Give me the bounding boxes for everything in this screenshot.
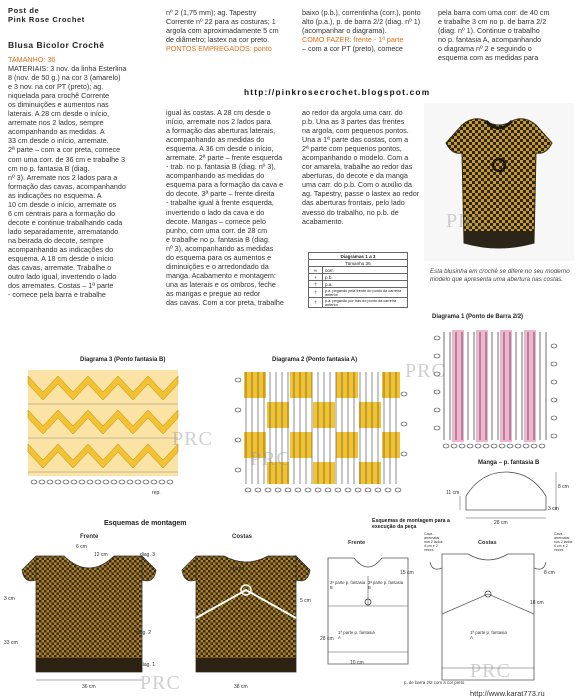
text-line: os diminuições e aumentos nas — [8, 100, 109, 110]
text-line: ao redor da argola uma carr. do — [302, 108, 403, 117]
measure-18cm: 18 cm — [530, 600, 544, 606]
text-line: Corrente nº 22 para as costuras; 1 — [166, 17, 276, 27]
text-line: invertendo o lado da cava e do — [166, 207, 265, 217]
measure-12cm: 12 cm — [94, 552, 108, 558]
sleeve-schematic — [456, 468, 566, 528]
product-photo — [424, 103, 574, 261]
size-line: TAMANHO: 36 — [8, 55, 56, 64]
measure-5cm: 5 cm — [300, 598, 311, 604]
diagram-2-title: Diagrama 2 (Ponto fantasia A) — [272, 357, 358, 363]
text-line: formação das cavas, acompanhando — [8, 181, 126, 191]
text-line: laterais. A 28 cm desde o início, — [8, 109, 110, 119]
text-line: 33 cm desde o início, arremate. — [8, 136, 109, 146]
legend-text: p.a. — [323, 281, 408, 288]
measure-38cm: 38 cm — [234, 684, 248, 690]
page-title: Blusa Bicolor Crochê — [8, 40, 105, 50]
text-line: - trabalhe igual à frente esquerda, — [166, 198, 274, 208]
watermark: PRC — [172, 428, 213, 450]
part1-back-label: 1ª parte p. fantasia A — [470, 630, 507, 640]
measure-10cm: 10 cm — [350, 660, 364, 666]
text-line: avesso do trabalho, no p.b. de — [302, 207, 399, 217]
part1-label: 1ª parte p. fantasia A — [338, 630, 375, 640]
text-line: no p. fantasia A, acompanhando — [438, 35, 542, 45]
text-line: aberturas, do decote e da manga — [302, 171, 408, 181]
text-line: das cavas, arremate. Trabalhe o — [8, 263, 112, 273]
watermark: PRC — [405, 360, 446, 382]
text-column-2-top — [166, 8, 294, 78]
costas2-label: Costas — [478, 540, 497, 546]
repeat-label: rep. — [152, 490, 161, 496]
diagram-1 — [432, 322, 572, 454]
text-line: una as laterais e os ombros, feche — [166, 279, 276, 289]
text-line: punho, com uma corr. de 28 cm — [166, 225, 268, 235]
diag-2-ref: diag. 2 — [136, 630, 152, 636]
text-line: do decote. 3ª parte – frente direita — [166, 189, 275, 199]
measure-8cm: 8 cm — [544, 570, 555, 576]
how-to-heading: COMO FAZER: frente - 1ª parte — [302, 35, 404, 45]
legend-symbol: † — [309, 281, 323, 288]
text-column-2-bottom — [166, 108, 296, 323]
text-line: com uma corr. de 36 cm e trabalhe 3 — [8, 154, 126, 164]
measure-28cm: 28 cm — [320, 636, 334, 642]
text-line: esquema. A 36 cm desde o início, — [166, 144, 274, 154]
text-line: acompanhando as medidas do — [166, 135, 265, 145]
legend-title: Diagramas 1 a 3 — [309, 253, 408, 260]
text-line: e trabalhe 3 cm no p. de barra 2/2 — [438, 17, 547, 27]
text-line: nº 3), acompanhando as medidas — [166, 243, 274, 253]
text-line: decote. Mangas – comece pelo — [166, 216, 266, 226]
text-line: - trab. no p. fantasia B (diag. nº 3), — [166, 162, 276, 172]
sleeve-height-3: 3 cm — [548, 506, 559, 512]
stitches-heading: PONTOS EMPREGADOS: ponto — [166, 44, 272, 54]
text-column-1 — [8, 55, 156, 345]
text-line: das aberturas frontais, pelo lado — [302, 198, 405, 208]
armhole-note: Cava - arrematar nos 2 lados 4 cm e 2 vezes — [424, 532, 443, 552]
frente2-label: Frente — [348, 540, 366, 546]
text-line: acabamento. — [302, 216, 344, 226]
frente-line-schematic — [316, 546, 420, 686]
text-line: e 3 nov. na cor PT (preto); ag. — [8, 82, 104, 92]
text-line: e trabalhe no p. fantasia B (diag. — [166, 234, 270, 244]
assembly-title-2: Esquemas de montagem para a execução da peça — [372, 518, 450, 530]
text-line: argola com aproximadamente 5 cm — [166, 26, 279, 36]
text-line: alto (p.a.), p. de barra 2/2 (diag. nº 1) — [302, 17, 421, 27]
text-line: esquema para a formação da cava e — [166, 180, 284, 190]
diag-1-ref: diag. 1 — [140, 662, 156, 668]
text-line: uma carr. do p.b. Com o auxílio da — [302, 180, 412, 190]
text-line: 2ª parte – com a cor preta, comece — [8, 145, 121, 155]
diagram-3-title: Diagrama 3 (Ponto fantasia B) — [80, 357, 166, 363]
legend-box — [308, 252, 408, 308]
text-line: pela barra com uma corr. de 40 cm — [438, 8, 550, 17]
photo-caption: Esta blusinha em crochê se difere no seu moderno modelo que apresenta uma abertura nas costas. — [430, 268, 570, 283]
watermark: PRC — [446, 210, 487, 232]
text-line: niquelada para crochê Corrente — [8, 91, 110, 101]
measure-6cm: 6 cm — [76, 544, 87, 550]
text-line: início, arremate nos 2 lados para — [166, 117, 271, 127]
text-line: igual às costas. A 28 cm desde o — [166, 108, 271, 117]
text-line: Una a 1ª parte das costas, com a — [302, 135, 409, 145]
text-line: decote e continue trabalhando cada — [8, 217, 123, 227]
text-line: o diagrama nº 2 e seguindo o — [438, 44, 532, 54]
text-line: do esquema para os aumentos e — [166, 252, 272, 262]
text-line: de diâmetro; lastex na cor preto. — [166, 35, 270, 45]
legend-table — [308, 252, 408, 308]
text-line: acompanhando as indicações do — [8, 244, 114, 254]
text-line: - comece pela barra e trabalhe — [8, 290, 106, 300]
legend-text: corr. — [323, 267, 408, 274]
materials-line: MATERIAIS: 3 nov. da linha Esterlina — [8, 64, 127, 74]
watermark: PRC — [250, 448, 291, 470]
measure-36cm: 36 cm — [82, 684, 96, 690]
legend-symbol: + — [309, 274, 323, 281]
text-line: manga. Acabamento e montagem: — [166, 270, 276, 280]
text-column-3-bottom — [302, 108, 430, 243]
text-line: diminuições e o arredondado da — [166, 261, 269, 271]
legend-text: p.a. pegando pela frente do ponto da carreira anterior — [323, 288, 408, 298]
text-line: baixo (p.b.), correntinha (corr.), ponto — [302, 8, 421, 17]
sleeve-height-1: 8 cm — [558, 484, 569, 490]
blog-name-line1: Post de — [8, 6, 40, 15]
text-line: 8 (nov. de 50 g.) na cor 3 (amarelo) — [8, 73, 121, 83]
text-line: cor amarela, trabalhe ao redor das — [302, 162, 413, 172]
text-line: acompanhando as medidas do — [166, 171, 265, 181]
diag-3-ref: diag. 3 — [140, 552, 156, 558]
text-line: (acompanhar o diagrama). — [302, 26, 387, 36]
legend-text: p.b. — [323, 274, 408, 281]
armhole-note-2: Cava - arrematar nos 2 lados 4 cm e 2 vezes — [554, 532, 573, 552]
text-line: acompanhando o modelo. Com a — [302, 153, 409, 163]
text-line: arremate nos 2 lados, sempre — [8, 118, 104, 128]
blog-name-line2: Pink Rose Crochet — [8, 15, 85, 24]
footer-url: http://www.karat773.ru — [470, 689, 545, 698]
legend-text: p.a. pegando por trás do ponto da carreira anterior — [323, 298, 408, 308]
blog-header — [8, 6, 158, 24]
text-line: (diag. nº 1). Continue o trabalho — [438, 26, 540, 36]
legend-symbol: ∞ — [309, 267, 323, 274]
text-line: ag. Tapestry, passe o lastex ao redor — [302, 189, 420, 199]
legend-symbol: † — [309, 298, 323, 308]
text-line: nº 3). Arremate nos 2 lados para a — [8, 172, 118, 182]
measure-3cm: 3 cm — [4, 596, 15, 602]
text-line: a formação das aberturas laterais, — [166, 126, 276, 136]
sleeve-title: Manga – p. fantasia B — [478, 460, 540, 466]
text-line: 2ª parte com pequenos pontos, — [302, 144, 402, 154]
text-line: das cavas. Com a cor preta, trabalhe — [166, 297, 284, 307]
text-line: as indicações no esquema. A — [8, 190, 102, 200]
costas-label: Costas — [232, 534, 253, 540]
argola-label: argola — [230, 566, 244, 572]
text-line: esquema. A 18 cm desde o início — [8, 254, 114, 264]
part3-label: 3ª parte p. fantasia B — [368, 580, 404, 590]
text-line: 6 cm centrais para a formação do — [8, 208, 116, 218]
text-line: na argola, com pequenos pontos. — [302, 126, 409, 136]
text-line: as mangas e pregue ao redor — [166, 288, 261, 298]
legend-size: Tamanho 36 — [309, 260, 408, 267]
text-column-4-top — [438, 8, 572, 78]
text-line: esquema com as medidas para — [438, 53, 539, 63]
blouse-illustration — [424, 103, 574, 261]
hem-note: p. de barra 2/2 com a cor preto — [404, 680, 465, 685]
measure-15cm: 15 cm — [400, 570, 414, 576]
frente-label: Frente — [80, 534, 99, 540]
text-line: – com a cor PT (preto), comece — [302, 44, 403, 54]
text-line: acompanhando as medidas. A — [8, 127, 105, 137]
measure-33cm: 33 cm — [4, 640, 18, 646]
sleeve-height-2: 11 cm — [446, 490, 460, 496]
watermark: PRC — [470, 660, 511, 682]
text-line: outro lado igual, invertendo o lado — [8, 272, 117, 282]
blog-url: http://pinkrosecrochet.blogspot.com — [244, 87, 431, 97]
part2-label: 2ª parte p. fantasia B — [330, 580, 366, 590]
assembly-title: Esquemas de montagem — [104, 520, 187, 527]
text-line: 10 cm desde o início, arremate os — [8, 199, 117, 209]
text-line: dos arremates. Costas – 1ª parte — [8, 281, 114, 291]
text-line: cm no p. fantasia B (diag. — [8, 163, 90, 173]
text-line: arremate. 2ª parte – frente esquerda — [166, 153, 283, 163]
text-line: nº 2 (1,75 mm); ag. Tapestry — [166, 8, 257, 17]
costas-schematic — [178, 540, 314, 690]
text-line: na beirada do decote, sempre — [8, 235, 104, 245]
diagram-2 — [234, 366, 410, 496]
legend-symbol: † — [309, 288, 323, 298]
diagram-1-title: Diagrama 1 (Ponto de Barra 2/2) — [432, 314, 524, 320]
watermark: PRC — [140, 672, 181, 694]
text-line: p.b. Una as 3 partes das frentes — [302, 117, 405, 127]
sleeve-width: 28 cm — [494, 520, 508, 526]
text-column-3-top — [302, 8, 430, 78]
text-line: lado separadamente, arrematando — [8, 226, 119, 236]
diagram-3 — [24, 366, 184, 498]
